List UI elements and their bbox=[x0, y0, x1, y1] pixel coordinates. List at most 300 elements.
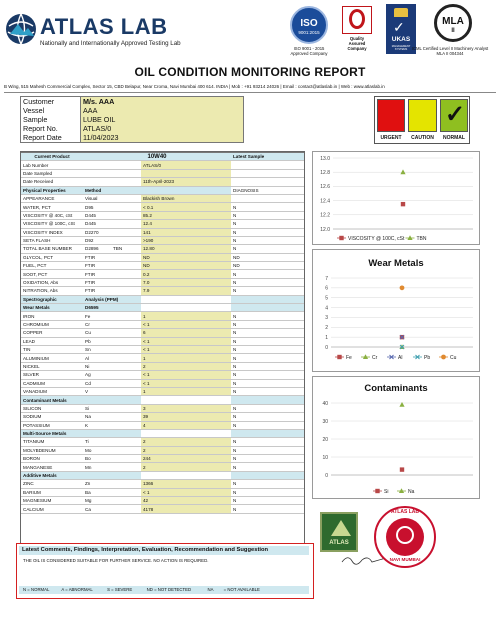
property-method-extra bbox=[111, 211, 141, 219]
multi-source-metals-header-value bbox=[141, 429, 231, 437]
wear-value-header bbox=[141, 304, 231, 312]
element-value: 2 bbox=[141, 446, 231, 454]
iso-badge-bottom: 9001:2015 bbox=[298, 30, 320, 35]
results-table-wrap bbox=[20, 151, 305, 555]
legend-label-1: Na bbox=[408, 488, 415, 495]
y-tick-label: 4 bbox=[325, 305, 328, 312]
quality-badge bbox=[342, 6, 372, 34]
element-value: 2 bbox=[141, 463, 231, 471]
row-value bbox=[141, 169, 231, 177]
table-row bbox=[21, 387, 305, 395]
row-value: ATLAS/0 bbox=[141, 161, 231, 169]
spectro-diag-header bbox=[231, 295, 305, 303]
property-method-extra bbox=[111, 262, 141, 270]
iso-badge bbox=[290, 6, 328, 44]
property-diagnosis: N bbox=[231, 287, 305, 295]
property-method: FTIR bbox=[83, 262, 111, 270]
legend-normal: N = NORMAL bbox=[23, 587, 50, 592]
element-symbol: Ba bbox=[83, 488, 141, 496]
element-name: MANGANESE bbox=[21, 463, 83, 471]
property-name: FUEL, PCT bbox=[21, 262, 83, 270]
chart-contaminants-title: Contaminants bbox=[364, 383, 428, 394]
property-method-extra bbox=[111, 203, 141, 211]
y-tick-label: 30 bbox=[322, 418, 328, 425]
mla-caption-1: ICML Certified Level II Machinery Analyst bbox=[411, 46, 489, 51]
property-method-extra bbox=[111, 228, 141, 236]
tick-icon: ✓ bbox=[393, 19, 405, 35]
element-name: MAGNESIUM bbox=[21, 497, 83, 505]
element-name: CHROMIUM bbox=[21, 320, 83, 328]
section-header-row bbox=[21, 304, 305, 312]
property-method-extra bbox=[111, 253, 141, 261]
table-row bbox=[21, 455, 305, 463]
legend-label-3: Pb bbox=[424, 354, 431, 361]
element-value: 1366 bbox=[141, 480, 231, 488]
y-tick-label: 5 bbox=[325, 295, 328, 302]
element-symbol: Fe bbox=[83, 312, 141, 320]
ukas-label: UKAS bbox=[391, 36, 411, 43]
status-urgent-box bbox=[377, 99, 405, 132]
property-value: ND bbox=[141, 253, 231, 261]
method-header: Method bbox=[83, 186, 141, 194]
info-value: ATLAS/0 bbox=[81, 124, 244, 133]
element-symbol: Na bbox=[83, 413, 141, 421]
comments-text: THE OIL IS CONSIDERED SUITABLE FOR FURTHER SERVICE. NO ACTION IS REQUIRED. bbox=[23, 558, 209, 563]
element-value: 244 bbox=[141, 455, 231, 463]
element-symbol: V bbox=[83, 387, 141, 395]
table-row bbox=[21, 211, 305, 219]
y-tick-label: 3 bbox=[325, 315, 328, 322]
element-name: SODIUM bbox=[21, 413, 83, 421]
element-name: SILICON bbox=[21, 404, 83, 412]
table-row bbox=[21, 320, 305, 328]
property-method: FTIR bbox=[83, 287, 111, 295]
brand-name: ATLAS LAB bbox=[40, 14, 168, 39]
ukas-caption: MANAGEMENT SYSTEMS bbox=[391, 45, 411, 51]
diagnosis-header: DIAGNOSIS bbox=[231, 186, 305, 194]
section-header-row bbox=[21, 396, 305, 404]
property-diagnosis: N bbox=[231, 211, 305, 219]
element-symbol: Mo bbox=[83, 446, 141, 454]
contaminant-metals-header: Contaminant Metals bbox=[21, 396, 141, 404]
current-product-label: Current Product bbox=[21, 153, 83, 161]
status-panel bbox=[374, 96, 470, 144]
property-method-extra bbox=[111, 287, 141, 295]
property-value: 7.9 bbox=[141, 287, 231, 295]
status-caution-box bbox=[408, 99, 437, 132]
comments-title: Latest Comments, Findings, Interpretation, Evaluation, Recommendation and Suggestion bbox=[19, 546, 309, 555]
chart-viscosity-tbn-svg bbox=[313, 152, 481, 246]
info-value: 11/04/2023 bbox=[81, 133, 244, 143]
property-name: WATER, PCT bbox=[21, 203, 83, 211]
element-symbol: Al bbox=[83, 354, 141, 362]
property-name: GLYCOL, PCT bbox=[21, 253, 83, 261]
element-value: 1 bbox=[141, 354, 231, 362]
property-value: 141 bbox=[141, 228, 231, 236]
contaminant-metals-header-diag bbox=[231, 396, 305, 404]
element-diagnosis: N bbox=[231, 379, 305, 387]
element-symbol: Sn bbox=[83, 345, 141, 353]
element-symbol: Cr bbox=[83, 320, 141, 328]
chart-contaminants bbox=[312, 376, 480, 499]
row-label: Lab Number bbox=[21, 161, 141, 169]
table-row bbox=[21, 236, 305, 244]
element-name: NICKEL bbox=[21, 362, 83, 370]
element-symbol: Si bbox=[83, 404, 141, 412]
element-name: IRON bbox=[21, 312, 83, 320]
legend-abnormal: A = ABNORMAL bbox=[61, 587, 93, 592]
property-method-extra bbox=[111, 236, 141, 244]
legend-label-0: VISCOSITY @ 100C, cSt bbox=[348, 235, 405, 242]
property-diagnosis: N bbox=[231, 245, 305, 253]
y-tick-label: 0 bbox=[325, 472, 328, 479]
contaminant-metals-header-value bbox=[141, 396, 231, 404]
property-method-extra: TBN bbox=[111, 245, 141, 253]
element-diagnosis: N bbox=[231, 320, 305, 328]
y-tick-label: 13.0 bbox=[320, 155, 330, 162]
element-diagnosis: N bbox=[231, 497, 305, 505]
element-symbol: Zn bbox=[83, 480, 141, 488]
table-row bbox=[21, 194, 305, 202]
header bbox=[0, 0, 500, 62]
element-name: BARIUM bbox=[21, 488, 83, 496]
table-row bbox=[21, 421, 305, 429]
additive-metals-header: Additive Metals bbox=[21, 471, 141, 479]
y-tick-label: 1 bbox=[325, 334, 328, 341]
element-symbol: Ti bbox=[83, 438, 141, 446]
data-point-viscosity-100c-cst bbox=[401, 202, 405, 206]
address-line: B Wing, 515 Mahesh Commercial Complex, Sector 15, CBD Belapur, Near Croma, Navi Mumbai 400 614. INDIA | Mob : +91 93214 24026 | Email : contact@atlaslab.in | Web : www.atlaslab.in bbox=[4, 84, 385, 89]
chart-wear-metals-title: Wear Metals bbox=[368, 258, 424, 269]
section-header-row bbox=[21, 186, 305, 194]
property-name: OXIDATION, Abs bbox=[21, 278, 83, 286]
y-tick-label: 2 bbox=[325, 325, 328, 332]
element-diagnosis: N bbox=[231, 345, 305, 353]
element-symbol: Mn bbox=[83, 463, 141, 471]
info-table bbox=[20, 96, 244, 143]
element-diagnosis: N bbox=[231, 329, 305, 337]
element-symbol: Bo bbox=[83, 455, 141, 463]
table-row bbox=[21, 480, 305, 488]
table-row bbox=[21, 362, 305, 370]
property-name: VISCOSITY @ 40C, cSt bbox=[21, 211, 83, 219]
property-method: D95 bbox=[83, 203, 111, 211]
data-point-si bbox=[400, 467, 404, 471]
y-tick-label: 12.6 bbox=[320, 184, 330, 191]
chart-viscosity-tbn bbox=[312, 151, 480, 245]
table-row bbox=[21, 404, 305, 412]
element-diagnosis: N bbox=[231, 455, 305, 463]
table-row bbox=[21, 312, 305, 320]
table-row bbox=[21, 220, 305, 228]
element-name: MOLYBDENUM bbox=[21, 446, 83, 454]
element-diagnosis: N bbox=[231, 438, 305, 446]
info-label: Report Date bbox=[21, 133, 81, 143]
element-symbol: Mg bbox=[83, 497, 141, 505]
property-method: FTIR bbox=[83, 278, 111, 286]
element-symbol: Ni bbox=[83, 362, 141, 370]
table-row bbox=[21, 270, 305, 278]
multi-source-metals-header: Multi-Source Metals bbox=[21, 429, 141, 437]
table-row bbox=[21, 228, 305, 236]
section-header-row bbox=[21, 295, 305, 303]
element-name: TIN bbox=[21, 345, 83, 353]
mla-label: MLA bbox=[442, 16, 464, 27]
iso-caption-1: ISO 9001 - 2015 bbox=[293, 46, 325, 51]
additive-metals-header-diag bbox=[231, 471, 305, 479]
y-tick-label: 40 bbox=[322, 400, 328, 407]
legend-label-1: TBN bbox=[416, 235, 427, 242]
stamp-center-icon bbox=[396, 526, 414, 544]
table-row bbox=[21, 497, 305, 505]
info-value: LUBE OIL bbox=[81, 115, 244, 124]
multi-source-metals-header-diag bbox=[231, 429, 305, 437]
chart-contaminants-svg bbox=[313, 377, 481, 500]
legend-label-2: Al bbox=[398, 354, 403, 361]
element-value: 2 bbox=[141, 362, 231, 370]
element-name: CALCIUM bbox=[21, 505, 83, 513]
table-row bbox=[21, 413, 305, 421]
spectro-value-header bbox=[141, 295, 231, 303]
element-name: COPPER bbox=[21, 329, 83, 337]
element-value: 1 bbox=[141, 387, 231, 395]
y-tick-label: 10 bbox=[322, 454, 328, 461]
property-method: FTIR bbox=[83, 270, 111, 278]
table-row bbox=[21, 337, 305, 345]
y-tick-label: 12.0 bbox=[320, 226, 330, 233]
element-symbol: Cd bbox=[83, 379, 141, 387]
property-name: VISCOSITY INDEX bbox=[21, 228, 83, 236]
element-diagnosis: N bbox=[231, 413, 305, 421]
row-value: 11th-April-2023 bbox=[141, 178, 231, 186]
status-normal-box bbox=[440, 99, 468, 132]
mla-caption-2: MLA II 004344 bbox=[436, 51, 464, 56]
property-value: >190 bbox=[141, 236, 231, 244]
element-value: < 1 bbox=[141, 488, 231, 496]
check-icon: ✓ bbox=[445, 101, 466, 128]
property-name: VISCOSITY @ 100C, cSt bbox=[21, 220, 83, 228]
element-value: < 1 bbox=[141, 371, 231, 379]
y-tick-label: 12.4 bbox=[320, 198, 330, 205]
address-divider bbox=[4, 92, 496, 93]
analysis-header: Analysis (PPM) bbox=[83, 295, 141, 303]
table-row bbox=[21, 371, 305, 379]
element-name: ZINC bbox=[21, 480, 83, 488]
element-value: 3 bbox=[141, 404, 231, 412]
iso-caption-2: Approved Company bbox=[290, 51, 328, 56]
latest-sample-label: Latest Sample bbox=[231, 153, 305, 161]
wear-metals-header: Wear Metals bbox=[21, 304, 83, 312]
property-method-extra bbox=[111, 278, 141, 286]
element-value: 4 bbox=[141, 421, 231, 429]
element-value: < 1 bbox=[141, 379, 231, 387]
mla-badge bbox=[434, 4, 472, 42]
y-tick-label: 12.8 bbox=[320, 170, 330, 176]
info-label: Report No. bbox=[21, 124, 81, 133]
additive-metals-header-value bbox=[141, 471, 231, 479]
value-header bbox=[141, 186, 231, 194]
property-method-extra bbox=[111, 270, 141, 278]
property-value: 12.80 bbox=[141, 245, 231, 253]
quality-caption-2: Assured bbox=[348, 41, 366, 46]
info-row bbox=[21, 124, 244, 133]
info-label: Customer bbox=[21, 97, 81, 107]
lab-stamp bbox=[374, 506, 436, 568]
property-value: 85.2 bbox=[141, 211, 231, 219]
element-name: SILVER bbox=[21, 371, 83, 379]
table-row bbox=[21, 438, 305, 446]
element-value: < 1 bbox=[141, 337, 231, 345]
property-method: D92 bbox=[83, 236, 111, 244]
table-row bbox=[21, 463, 305, 471]
legend-label-0: Si bbox=[384, 488, 389, 495]
property-diagnosis: N bbox=[231, 270, 305, 278]
element-symbol: Cu bbox=[83, 329, 141, 337]
legend-marker bbox=[339, 236, 343, 240]
table-row bbox=[21, 287, 305, 295]
section-header-row bbox=[21, 429, 305, 437]
table-row bbox=[21, 379, 305, 387]
element-value: < 1 bbox=[141, 320, 231, 328]
property-method-extra bbox=[111, 220, 141, 228]
iso-badge-top: ISO bbox=[300, 18, 318, 29]
property-method: D445 bbox=[83, 220, 111, 228]
data-point-tbn bbox=[400, 169, 405, 174]
property-method: D2270 bbox=[83, 228, 111, 236]
row-diagnosis bbox=[231, 161, 305, 169]
element-diagnosis: N bbox=[231, 421, 305, 429]
status-urgent-label: URGENT bbox=[380, 135, 402, 141]
seal-triangle-icon bbox=[331, 520, 351, 536]
legend-not-detected: ND = NOT DETECTED bbox=[146, 587, 192, 592]
property-value: 7.0 bbox=[141, 278, 231, 286]
property-method: D2896 bbox=[83, 245, 111, 253]
status-normal-label: NORMAL bbox=[443, 135, 465, 141]
property-name: SETA FLASH bbox=[21, 236, 83, 244]
info-label: Sample bbox=[21, 115, 81, 124]
quality-caption-3: Company bbox=[347, 46, 367, 51]
element-value: 4178 bbox=[141, 505, 231, 513]
crown-icon bbox=[394, 8, 408, 17]
quality-q-icon bbox=[349, 9, 365, 29]
legend-marker bbox=[337, 355, 341, 359]
y-tick-label: 20 bbox=[322, 436, 328, 443]
element-diagnosis: N bbox=[231, 371, 305, 379]
element-symbol: Ag bbox=[83, 371, 141, 379]
element-diagnosis: N bbox=[231, 362, 305, 370]
wear-method-header: D6595 bbox=[83, 304, 141, 312]
element-name: TITANIUM bbox=[21, 438, 83, 446]
element-diagnosis: N bbox=[231, 446, 305, 454]
element-diagnosis: N bbox=[231, 505, 305, 513]
element-value: < 1 bbox=[141, 345, 231, 353]
table-row bbox=[21, 329, 305, 337]
property-diagnosis: N bbox=[231, 220, 305, 228]
element-value: 39 bbox=[141, 413, 231, 421]
element-symbol: Ca bbox=[83, 505, 141, 513]
section-header-row bbox=[21, 153, 305, 161]
element-name: VANADIUM bbox=[21, 387, 83, 395]
chart-wear-metals-svg bbox=[313, 250, 481, 373]
y-tick-label: 12.2 bbox=[320, 212, 330, 219]
table-row bbox=[21, 161, 305, 169]
element-name: POTASSIUM bbox=[21, 421, 83, 429]
property-value: 12.4 bbox=[141, 220, 231, 228]
y-tick-label: 6 bbox=[325, 285, 328, 292]
y-tick-label: 7 bbox=[325, 275, 328, 282]
element-diagnosis: N bbox=[231, 337, 305, 345]
legend-marker bbox=[375, 489, 379, 493]
comments-legend bbox=[19, 586, 309, 594]
status-caution-label: CAUTION bbox=[411, 135, 434, 141]
property-method-extra bbox=[111, 194, 141, 202]
property-name: NITRATION, Abs bbox=[21, 287, 83, 295]
wear-diag-header bbox=[231, 304, 305, 312]
table-row bbox=[21, 446, 305, 454]
element-diagnosis: N bbox=[231, 354, 305, 362]
element-diagnosis: N bbox=[231, 312, 305, 320]
row-diagnosis bbox=[231, 178, 305, 186]
element-diagnosis: N bbox=[231, 480, 305, 488]
info-row bbox=[21, 97, 244, 107]
legend-label-4: Cu bbox=[450, 354, 457, 361]
results-table bbox=[21, 152, 305, 514]
table-row bbox=[21, 178, 305, 186]
table-row bbox=[21, 262, 305, 270]
table-row bbox=[21, 345, 305, 353]
seal-label: ATLAS bbox=[329, 540, 349, 546]
property-value: ND bbox=[141, 262, 231, 270]
element-name: ALUMINIUM bbox=[21, 354, 83, 362]
table-row bbox=[21, 278, 305, 286]
atlas-seal bbox=[320, 512, 358, 552]
row-label: Date Received bbox=[21, 178, 141, 186]
info-label: Vessel bbox=[21, 106, 81, 115]
row-diagnosis bbox=[231, 169, 305, 177]
data-point-cu bbox=[400, 285, 405, 290]
legend-not-available: = NOT AVAILABLE bbox=[223, 587, 260, 592]
property-value: < 0.1 bbox=[141, 203, 231, 211]
element-symbol: Pb bbox=[83, 337, 141, 345]
property-name: TOTAL BASE NUMBER bbox=[21, 245, 83, 253]
element-name: LEAD bbox=[21, 337, 83, 345]
comments-box bbox=[16, 543, 314, 599]
legend-severe: S = SEVERE bbox=[107, 587, 133, 592]
spectrographic-header: Spectrographic bbox=[21, 295, 83, 303]
element-diagnosis: N bbox=[231, 463, 305, 471]
info-row bbox=[21, 115, 244, 124]
property-diagnosis: N bbox=[231, 203, 305, 211]
property-diagnosis: N bbox=[231, 228, 305, 236]
table-row bbox=[21, 488, 305, 496]
property-method: D445 bbox=[83, 211, 111, 219]
element-value: 1 bbox=[141, 312, 231, 320]
legend-label-0: Fe bbox=[346, 354, 352, 361]
physical-properties-header: Physical Properties bbox=[21, 186, 83, 194]
row-label: Date Sampled bbox=[21, 169, 141, 177]
property-value: 0.2 bbox=[141, 270, 231, 278]
element-value: 2 bbox=[141, 438, 231, 446]
info-value: M/s. AAA bbox=[81, 97, 244, 107]
property-diagnosis: N bbox=[231, 236, 305, 244]
y-tick-label: 0 bbox=[325, 344, 328, 351]
mla-sub: II bbox=[451, 28, 455, 34]
property-method: FTIR bbox=[83, 253, 111, 261]
property-name: SOOT, PCT bbox=[21, 270, 83, 278]
info-row bbox=[21, 106, 244, 115]
table-row bbox=[21, 203, 305, 211]
info-value: AAA bbox=[81, 106, 244, 115]
